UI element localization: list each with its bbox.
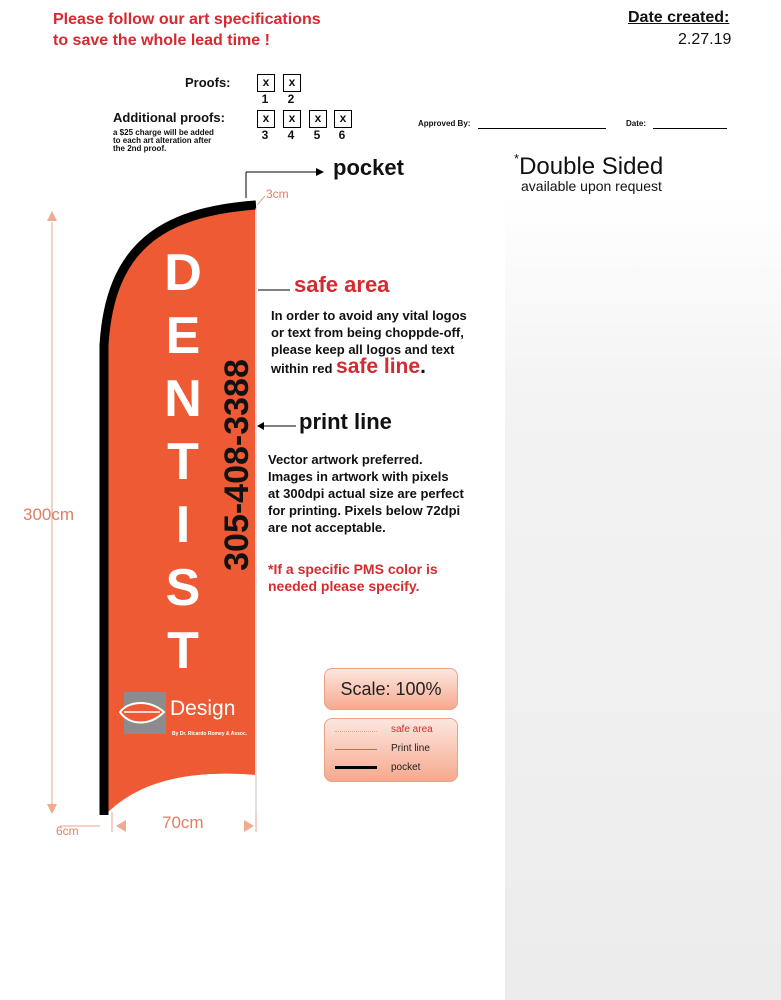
- safe-area-line-2: or text from being choppde-off,: [271, 325, 464, 340]
- flag-letter: S: [165, 559, 201, 617]
- proof-checkbox-3[interactable]: x: [257, 110, 275, 128]
- notice-line-1: Please follow our art specifications: [53, 11, 321, 28]
- pms-note: [268, 561, 438, 595]
- proof-number-3: 3: [261, 128, 269, 142]
- safe-area-line-3: please keep all logos and text: [271, 342, 455, 357]
- legend-pocket-swatch: [335, 766, 377, 769]
- line-legend: [324, 718, 458, 782]
- double-sided-asterisk: *: [514, 151, 520, 166]
- safe-area-title: safe area: [294, 272, 390, 297]
- top-offset-marker: [257, 196, 265, 205]
- charge-note-line-1: a $25 charge will be added: [113, 128, 214, 137]
- scale-badge: [324, 668, 458, 710]
- safe-area-line-1: In order to avoid any vital logos: [271, 308, 467, 323]
- flag-letter: E: [165, 307, 201, 365]
- height-dimension-label: 300cm: [23, 505, 75, 524]
- safe-area-line-4: [271, 355, 467, 378]
- width-arrow-right: [244, 820, 254, 832]
- approval-date-label: Date:: [626, 119, 647, 128]
- scale-text: Scale: 100%: [340, 679, 442, 699]
- flag-main-word: [158, 242, 208, 683]
- safe-area-line-4-prefix: within red: [271, 361, 333, 376]
- date-created-value: 2.27.19: [678, 31, 732, 48]
- flag-letter: N: [164, 370, 202, 428]
- notice-line-2: to save the whole lead time !: [53, 32, 270, 49]
- width-arrow-left: [116, 820, 126, 832]
- print-line-title: print line: [299, 409, 392, 434]
- flag-letter: I: [175, 496, 191, 554]
- top-offset-label: 3cm: [266, 187, 289, 201]
- double-sided-subtitle: available upon request: [521, 178, 662, 194]
- pocket-pointer-arrow: [316, 168, 324, 176]
- proof-number-2: 2: [287, 92, 295, 106]
- proof-checkbox-6[interactable]: x: [334, 110, 352, 128]
- logo-design-text: Design: [170, 697, 236, 720]
- pocket-label: pocket: [333, 155, 404, 180]
- width-dimension-label: 70cm: [162, 813, 204, 832]
- legend-print-line-swatch: [335, 749, 377, 750]
- flag-phone-number: 305-408-3388: [218, 359, 256, 571]
- proof-number-6: 6: [338, 128, 346, 142]
- legend-safe-area-label: safe area: [391, 724, 433, 735]
- safe-line-emphasis: safe line: [336, 355, 421, 378]
- print-line-description: [268, 451, 464, 536]
- safe-area-line-4-suffix: .: [420, 355, 426, 378]
- additional-proofs-label: Additional proofs:: [113, 110, 225, 125]
- flag-letter: D: [164, 244, 202, 302]
- proof-checkbox-4[interactable]: x: [283, 110, 301, 128]
- print-line-text-4: for printing. Pixels below 72dpi: [268, 503, 461, 518]
- proofs-label: Proofs:: [185, 75, 231, 90]
- proof-number-1: 1: [261, 92, 269, 106]
- pocket-dimension-label: 6cm: [56, 824, 79, 838]
- safe-area-description: [271, 307, 467, 377]
- height-arrow-top: [47, 211, 57, 221]
- print-line-text-3: at 300dpi actual size are perfect: [268, 486, 464, 501]
- print-line-text-2: Images in artwork with pixels: [268, 469, 449, 484]
- approved-by-label: Approved By:: [418, 119, 471, 128]
- proof-checkbox-5[interactable]: x: [309, 110, 327, 128]
- legend-pocket-label: pocket: [391, 762, 421, 773]
- print-line-pointer-arrow: [257, 422, 264, 430]
- legend-print-line-label: Print line: [391, 743, 430, 754]
- flag-letter: T: [167, 433, 199, 491]
- logo-subtext: By Dr. Ricardo Romey & Assoc.: [172, 731, 248, 737]
- charge-note-line-2: to each art alteration after: [113, 136, 212, 145]
- pms-note-line-2: needed please specify.: [268, 578, 420, 594]
- proof-number-4: 4: [287, 128, 295, 142]
- height-arrow-bottom: [47, 804, 57, 814]
- proof-checkbox-1[interactable]: x: [257, 74, 275, 92]
- proof-checkbox-2[interactable]: x: [283, 74, 301, 92]
- print-line-text-1: Vector artwork preferred.: [268, 452, 423, 467]
- date-created-label: Date created:: [628, 9, 730, 26]
- pms-note-line-1: *If a specific PMS color is: [268, 561, 438, 577]
- print-line-text-5: are not acceptable.: [268, 520, 386, 535]
- double-sided-title: Double Sided: [519, 153, 664, 180]
- legend-safe-area-swatch: [335, 731, 377, 732]
- flag-letter: T: [167, 622, 199, 680]
- proof-number-5: 5: [313, 128, 321, 142]
- charge-note-line-3: the 2nd proof.: [113, 144, 167, 153]
